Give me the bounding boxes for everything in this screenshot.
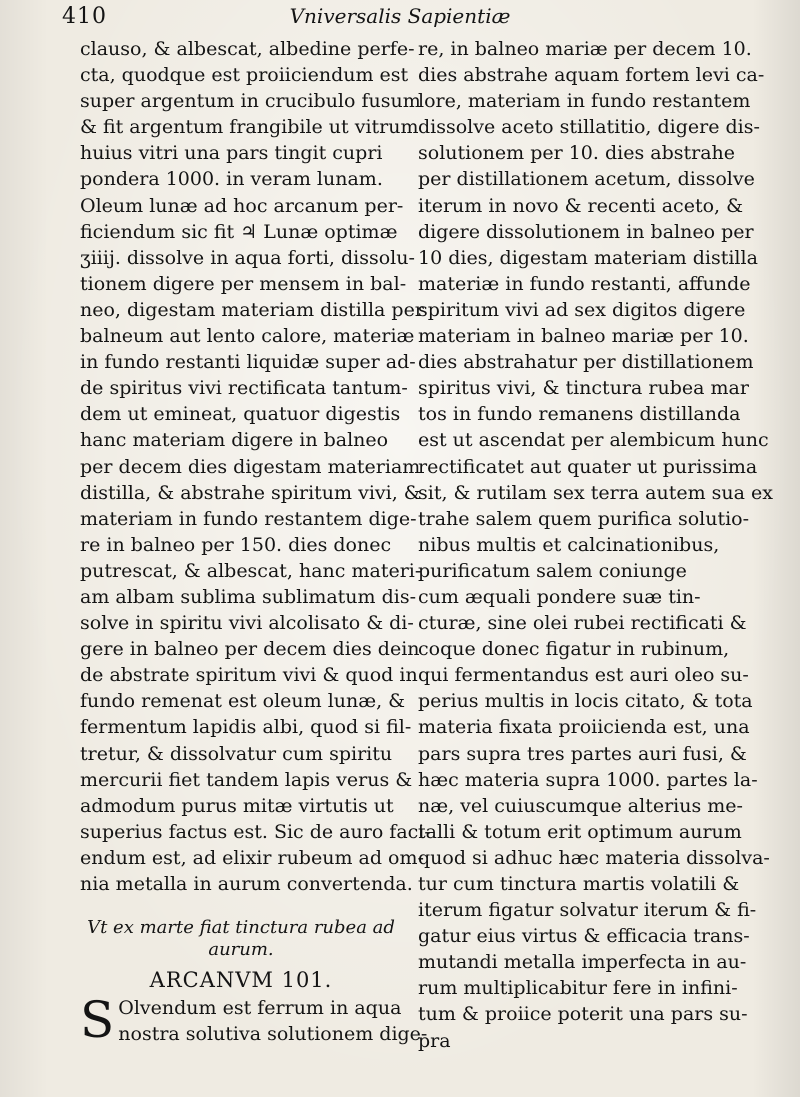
text-line: gere in balneo per decem dies dein [80,638,420,661]
text-line: digere dissolutionem in balneo per [418,220,754,243]
section-heading-italic: Vt ex marte fiat tinctura rubea ad [87,917,395,939]
page-number: 410 [62,4,107,29]
text-line: materiam in balneo mariæ per 10. [418,325,749,348]
text-line: nibus multis et calcinationibus, [418,533,720,556]
text-line: nia metalla in aurum convertenda. [80,873,413,895]
text-line: materiæ in fundo restanti, affunde [418,272,751,295]
text-line: pars supra tres partes auri fusi, & [418,742,747,765]
section-heading-italic-continued: aurum. [208,939,274,961]
text-line: re, in balneo mariæ per decem 10. [418,38,752,60]
text-line: iterum in novo & recenti aceto, & [418,194,744,217]
text-line: putrescat, & albescat, hanc materi- [80,559,422,582]
text-line: hæc materia supra 1000. partes la- [418,768,758,791]
text-line: mercurii fiet tandem lapis verus & [80,768,413,791]
text-line: talli & totum erit optimum aurum [418,820,742,843]
text-line: Oleum lunæ ad hoc arcanum per- [80,194,404,217]
text-line: næ, vel cuiuscumque alterius me- [418,794,743,817]
text-line: clauso, & albescat, albedine perfe- [80,38,415,60]
text-line: perius multis in locis citato, & tota [418,690,753,713]
text-line: nostra solutiva solutionem dige- [118,1023,428,1046]
text-line: mutandi metalla imperfecta in au- [418,951,747,974]
text-line: solutionem per 10. dies abstrahe [418,142,736,165]
text-line: cum æquali pondere suæ tin- [418,585,701,608]
text-line: balneum aut lento calore, materiæ [80,325,415,348]
text-line: re in balneo per 150. dies donec [80,533,392,556]
text-line: tos in fundo remanens distillanda [418,403,741,426]
right-column [418,36,773,1054]
text-line: in fundo restanti liquidæ super ad- [80,351,416,374]
text-line: ʒiiij. dissolve in aqua forti, dissolu- [80,246,415,269]
text-line: am albam sublima sublimatum dis- [80,585,417,608]
text-line: fermentum lapidis albi, quod si fil- [80,716,412,739]
text-line: super argentum in crucibulo fusum [80,90,421,113]
text-line: trahe salem quem purifica solutio- [418,507,750,530]
text-line: pra [418,1029,451,1052]
text-line: distilla, & abstrahe spiritum vivi, & [80,481,421,504]
text-line: dissolve aceto stillatitio, digere dis- [418,116,760,139]
text-line: materia fixata proiicienda est, una [418,716,750,739]
text-line: tretur, & dissolvatur cum spiritu [80,742,393,765]
text-line: solve in spiritu vivi alcolisato & di- [80,612,414,635]
left-column-lines [80,36,431,897]
arcanum-opening [80,991,428,1050]
text-line: admodum purus mitæ virtutis ut [80,794,394,817]
text-line: quod si adhuc hæc materia dissolva- [418,846,770,869]
text-line: endum est, ad elixir rubeum ad om- [80,846,424,869]
text-line: de abstrate spiritum vivi & quod in [80,664,418,687]
text-line: pondera 1000. in veram lunam. [80,168,383,191]
drop-cap: S [80,991,115,1050]
text-line: tur cum tinctura martis volatili & [418,873,740,895]
right-column-lines [418,36,773,1054]
text-line: cta, quodque est proiiciendum est [80,64,409,87]
text-line: dies abstrahatur per distillationem [418,351,754,374]
left-column [80,36,431,1050]
text-line: dies abstrahe aquam fortem levi ca- [418,64,765,87]
text-line: iterum figatur solvatur iterum & fi- [418,899,757,922]
text-line: sit, & rutilam sex terra autem sua ex [418,481,773,504]
text-line: spiritum vivi ad sex digitos digere [418,298,746,321]
text-line: lore, materiam in fundo restantem [418,90,751,113]
arcanum-title: ARCANVM 101. [149,968,333,993]
text-line: per distillationem acetum, dissolve [418,168,755,191]
text-line: spiritus vivi, & tinctura rubea mar [418,377,749,400]
text-line: materiam in fundo restantem dige- [80,507,417,530]
text-line: est ut ascendat per alembicum hunc [418,429,769,452]
text-line: de spiritus vivi rectificata tantum- [80,377,408,400]
text-line: & fit argentum frangibile ut vitrum [80,116,419,139]
text-line: qui fermentandus est auri oleo su- [418,664,749,687]
text-line: dem ut emineat, quatuor digestis [80,403,401,426]
text-line: tum & proiice poterit una pars su- [418,1003,748,1026]
text-line: neo, digestam materiam distilla per [80,298,424,321]
text-line: coque donec figatur in rubinum, [418,638,730,661]
text-line: fundo remenat est oleum lunæ, & [80,690,406,713]
text-line: cturæ, sine olei rubei rectificati & [418,612,747,635]
text-line: Olvendum est ferrum in aqua [118,997,402,1020]
text-line: huius vitri una pars tingit cupri [80,142,383,165]
text-line: tionem digere per mensem in bal- [80,272,407,295]
text-line: hanc materiam digere in balneo [80,429,389,452]
text-line: 10 dies, digestam materiam distilla [418,246,758,269]
text-line: rum multiplicabitur fere in infini- [418,977,738,1000]
text-line: superius factus est. Sic de auro faci- [80,820,431,843]
text-line: rectificatet aut quater ut purissima [418,455,758,478]
text-line: per decem dies digestam materiam [80,455,421,478]
running-head: Vniversalis Sapientiæ [289,4,511,28]
text-line: gatur eius virtus & efficacia trans- [418,925,750,948]
text-line: ficiendum sic fit ♃ Lunæ optimæ [80,220,398,243]
text-line: purificatum salem coniunge [418,559,687,582]
